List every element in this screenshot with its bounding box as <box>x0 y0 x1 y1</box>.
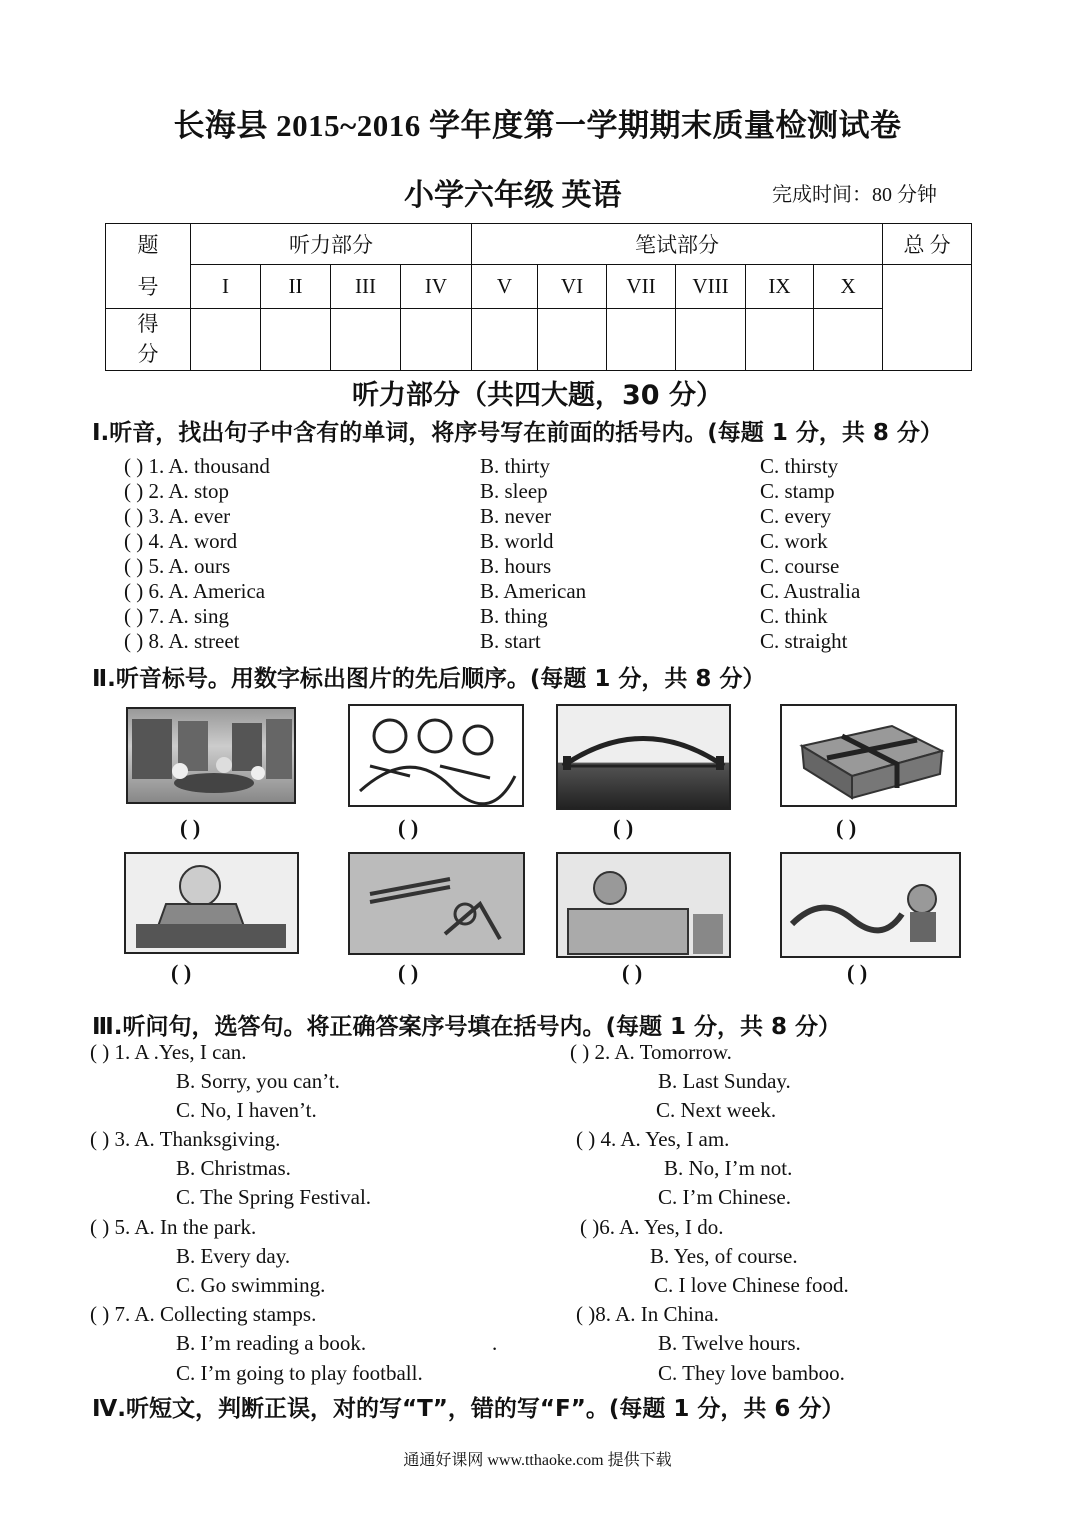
question-row: ( ) 6. A. America <box>124 579 266 603</box>
numeral-cell: VII <box>607 265 676 308</box>
option-b: B. Sorry, you can’t. <box>176 1069 340 1093</box>
hao-cell: 号 <box>106 265 191 308</box>
answer-paren[interactable]: ( ) <box>622 960 643 985</box>
option-c: C. Go swimming. <box>176 1273 326 1297</box>
score-cell[interactable] <box>401 308 472 370</box>
chopsticks-scissors-picture <box>348 852 525 955</box>
option-b: B. hours <box>480 554 552 578</box>
listening-part-title: 听力部分（共四大题，30 分） <box>352 380 723 411</box>
section-3-heading: Ⅲ.听问句，选答句。将正确答案序号填在括号内。(每题 1 分，共 8 分） <box>92 1014 842 1040</box>
option-b: B. sleep <box>480 479 548 503</box>
score-cell[interactable] <box>538 308 607 370</box>
listening-header: 听力部分 <box>191 224 472 265</box>
numeral-cell: II <box>261 265 331 308</box>
numeral-cell: VIII <box>676 265 746 308</box>
option-c: C. They love bamboo. <box>658 1361 845 1385</box>
question-row: ( ) 4. A. word <box>124 529 238 553</box>
option-b: B. never <box>480 504 552 528</box>
section-2-heading: Ⅱ.听音标号。用数字标出图片的先后顺序。(每题 1 分，共 8 分） <box>92 666 766 692</box>
score-cell[interactable] <box>676 308 746 370</box>
option-b: B. Last Sunday. <box>658 1069 791 1093</box>
score-cell[interactable] <box>191 308 261 370</box>
option-c: C. The Spring Festival. <box>176 1185 372 1209</box>
numeral-cell: III <box>331 265 401 308</box>
option-b: B. I’m reading a book. <box>176 1331 367 1355</box>
option-b: B. thirty <box>480 454 551 478</box>
library-picture <box>126 707 296 804</box>
writing-header: 笔试部分 <box>472 224 883 265</box>
stray-dot: . <box>492 1331 498 1355</box>
score-cell[interactable] <box>607 308 676 370</box>
option-c: C. straight <box>760 629 848 653</box>
numeral-cell: V <box>472 265 538 308</box>
option-b: B. Christmas. <box>176 1156 291 1180</box>
section-1-heading: Ⅰ.听音，找出句子中含有的单词，将序号写在前面的括号内。(每题 1 分，共 8 分） <box>92 420 943 446</box>
option-b: B. world <box>480 529 554 553</box>
option-c: C. every <box>760 504 832 528</box>
option-c: C. think <box>760 604 828 628</box>
option-b: B. start <box>480 629 541 653</box>
dragon-dance-picture <box>780 852 961 958</box>
score-cell[interactable] <box>814 308 883 370</box>
numeral-cell: VI <box>538 265 607 308</box>
option-c: C. Next week. <box>656 1098 777 1122</box>
option-b: B. American <box>480 579 587 603</box>
numeral-cell: X <box>814 265 883 308</box>
harbour-bridge-picture <box>556 704 731 810</box>
de-fen-cell: 得 分 <box>106 308 191 370</box>
option-c: C. stamp <box>760 479 835 503</box>
score-cell[interactable] <box>746 308 814 370</box>
time-info: 完成时间：80 分钟 <box>772 184 937 206</box>
question-row: ( ) 5. A. ours <box>124 554 231 578</box>
answer-paren[interactable]: ( ) <box>398 815 419 840</box>
option-c: C. thirsty <box>760 454 839 478</box>
question-3-3: ( ) 3. A. Thanksgiving. <box>90 1127 281 1151</box>
score-cell[interactable] <box>472 308 538 370</box>
question-row: ( ) 2. A. stop <box>124 479 229 503</box>
question-3-6: ( )6. A. Yes, I do. <box>580 1215 724 1239</box>
question-row: ( ) 3. A. ever <box>124 504 231 528</box>
question-3-5: ( ) 5. A. In the park. <box>90 1215 257 1239</box>
section-4-heading: Ⅳ.听短文，判断正误，对的写“T”，错的写“F”。(每题 1 分，共 6 分） <box>92 1396 845 1422</box>
footer-source: 通通好课网 www.tthaoke.com 提供下载 <box>403 1452 672 1469</box>
question-3-7: ( ) 7. A. Collecting stamps. <box>90 1302 317 1326</box>
answer-paren[interactable]: ( ) <box>180 815 201 840</box>
option-b: B. Yes, of course. <box>650 1244 798 1268</box>
question-row: ( ) 1. A. thousand <box>124 454 270 478</box>
score-cell[interactable] <box>261 308 331 370</box>
option-c: C. Australia <box>760 579 861 603</box>
option-b: B. Twelve hours. <box>658 1331 801 1355</box>
option-c: C. I love Chinese food. <box>654 1273 849 1297</box>
question-row: ( ) 8. A. street <box>124 629 240 653</box>
ti-cell: 题 <box>106 224 191 265</box>
answer-paren[interactable]: ( ) <box>836 815 857 840</box>
gift-box-picture <box>780 704 957 807</box>
score-cell[interactable] <box>331 308 401 370</box>
numeral-cell: IX <box>746 265 814 308</box>
answer-paren[interactable]: ( ) <box>398 960 419 985</box>
question-3-4: ( ) 4. A. Yes, I am. <box>576 1127 730 1151</box>
question-3-8: ( )8. A. In China. <box>576 1302 719 1326</box>
answer-paren[interactable]: ( ) <box>847 960 868 985</box>
exam-title: 长海县 2015~2016 学年度第一学期期末质量检测试卷 <box>173 108 902 143</box>
score-table <box>105 223 972 371</box>
question-3-2: ( ) 2. A. Tomorrow. <box>570 1040 732 1064</box>
option-c: C. course <box>760 554 840 578</box>
option-b: B. thing <box>480 604 548 628</box>
option-c: C. I’m Chinese. <box>658 1185 791 1209</box>
question-row: ( ) 7. A. sing <box>124 604 229 628</box>
numeral-cell: IV <box>401 265 472 308</box>
option-c: C. work <box>760 529 828 553</box>
option-b: B. No, I’m not. <box>664 1156 793 1180</box>
sleeping-girl-picture <box>556 852 731 958</box>
total-score-cell[interactable] <box>883 265 972 371</box>
question-3-1: ( ) 1. A .Yes, I can. <box>90 1040 247 1064</box>
option-b: B. Every day. <box>176 1244 291 1268</box>
option-c: C. No, I haven’t. <box>176 1098 317 1122</box>
option-c: C. I’m going to play football. <box>176 1361 423 1385</box>
children-drawing-picture <box>348 704 524 807</box>
exam-subtitle: 小学六年级 英语 <box>404 179 622 212</box>
answer-paren[interactable]: ( ) <box>613 815 634 840</box>
numeral-cell: I <box>191 265 261 308</box>
answer-paren[interactable]: ( ) <box>171 960 192 985</box>
total-header: 总 分 <box>883 224 972 265</box>
waking-girl-picture <box>124 852 299 954</box>
